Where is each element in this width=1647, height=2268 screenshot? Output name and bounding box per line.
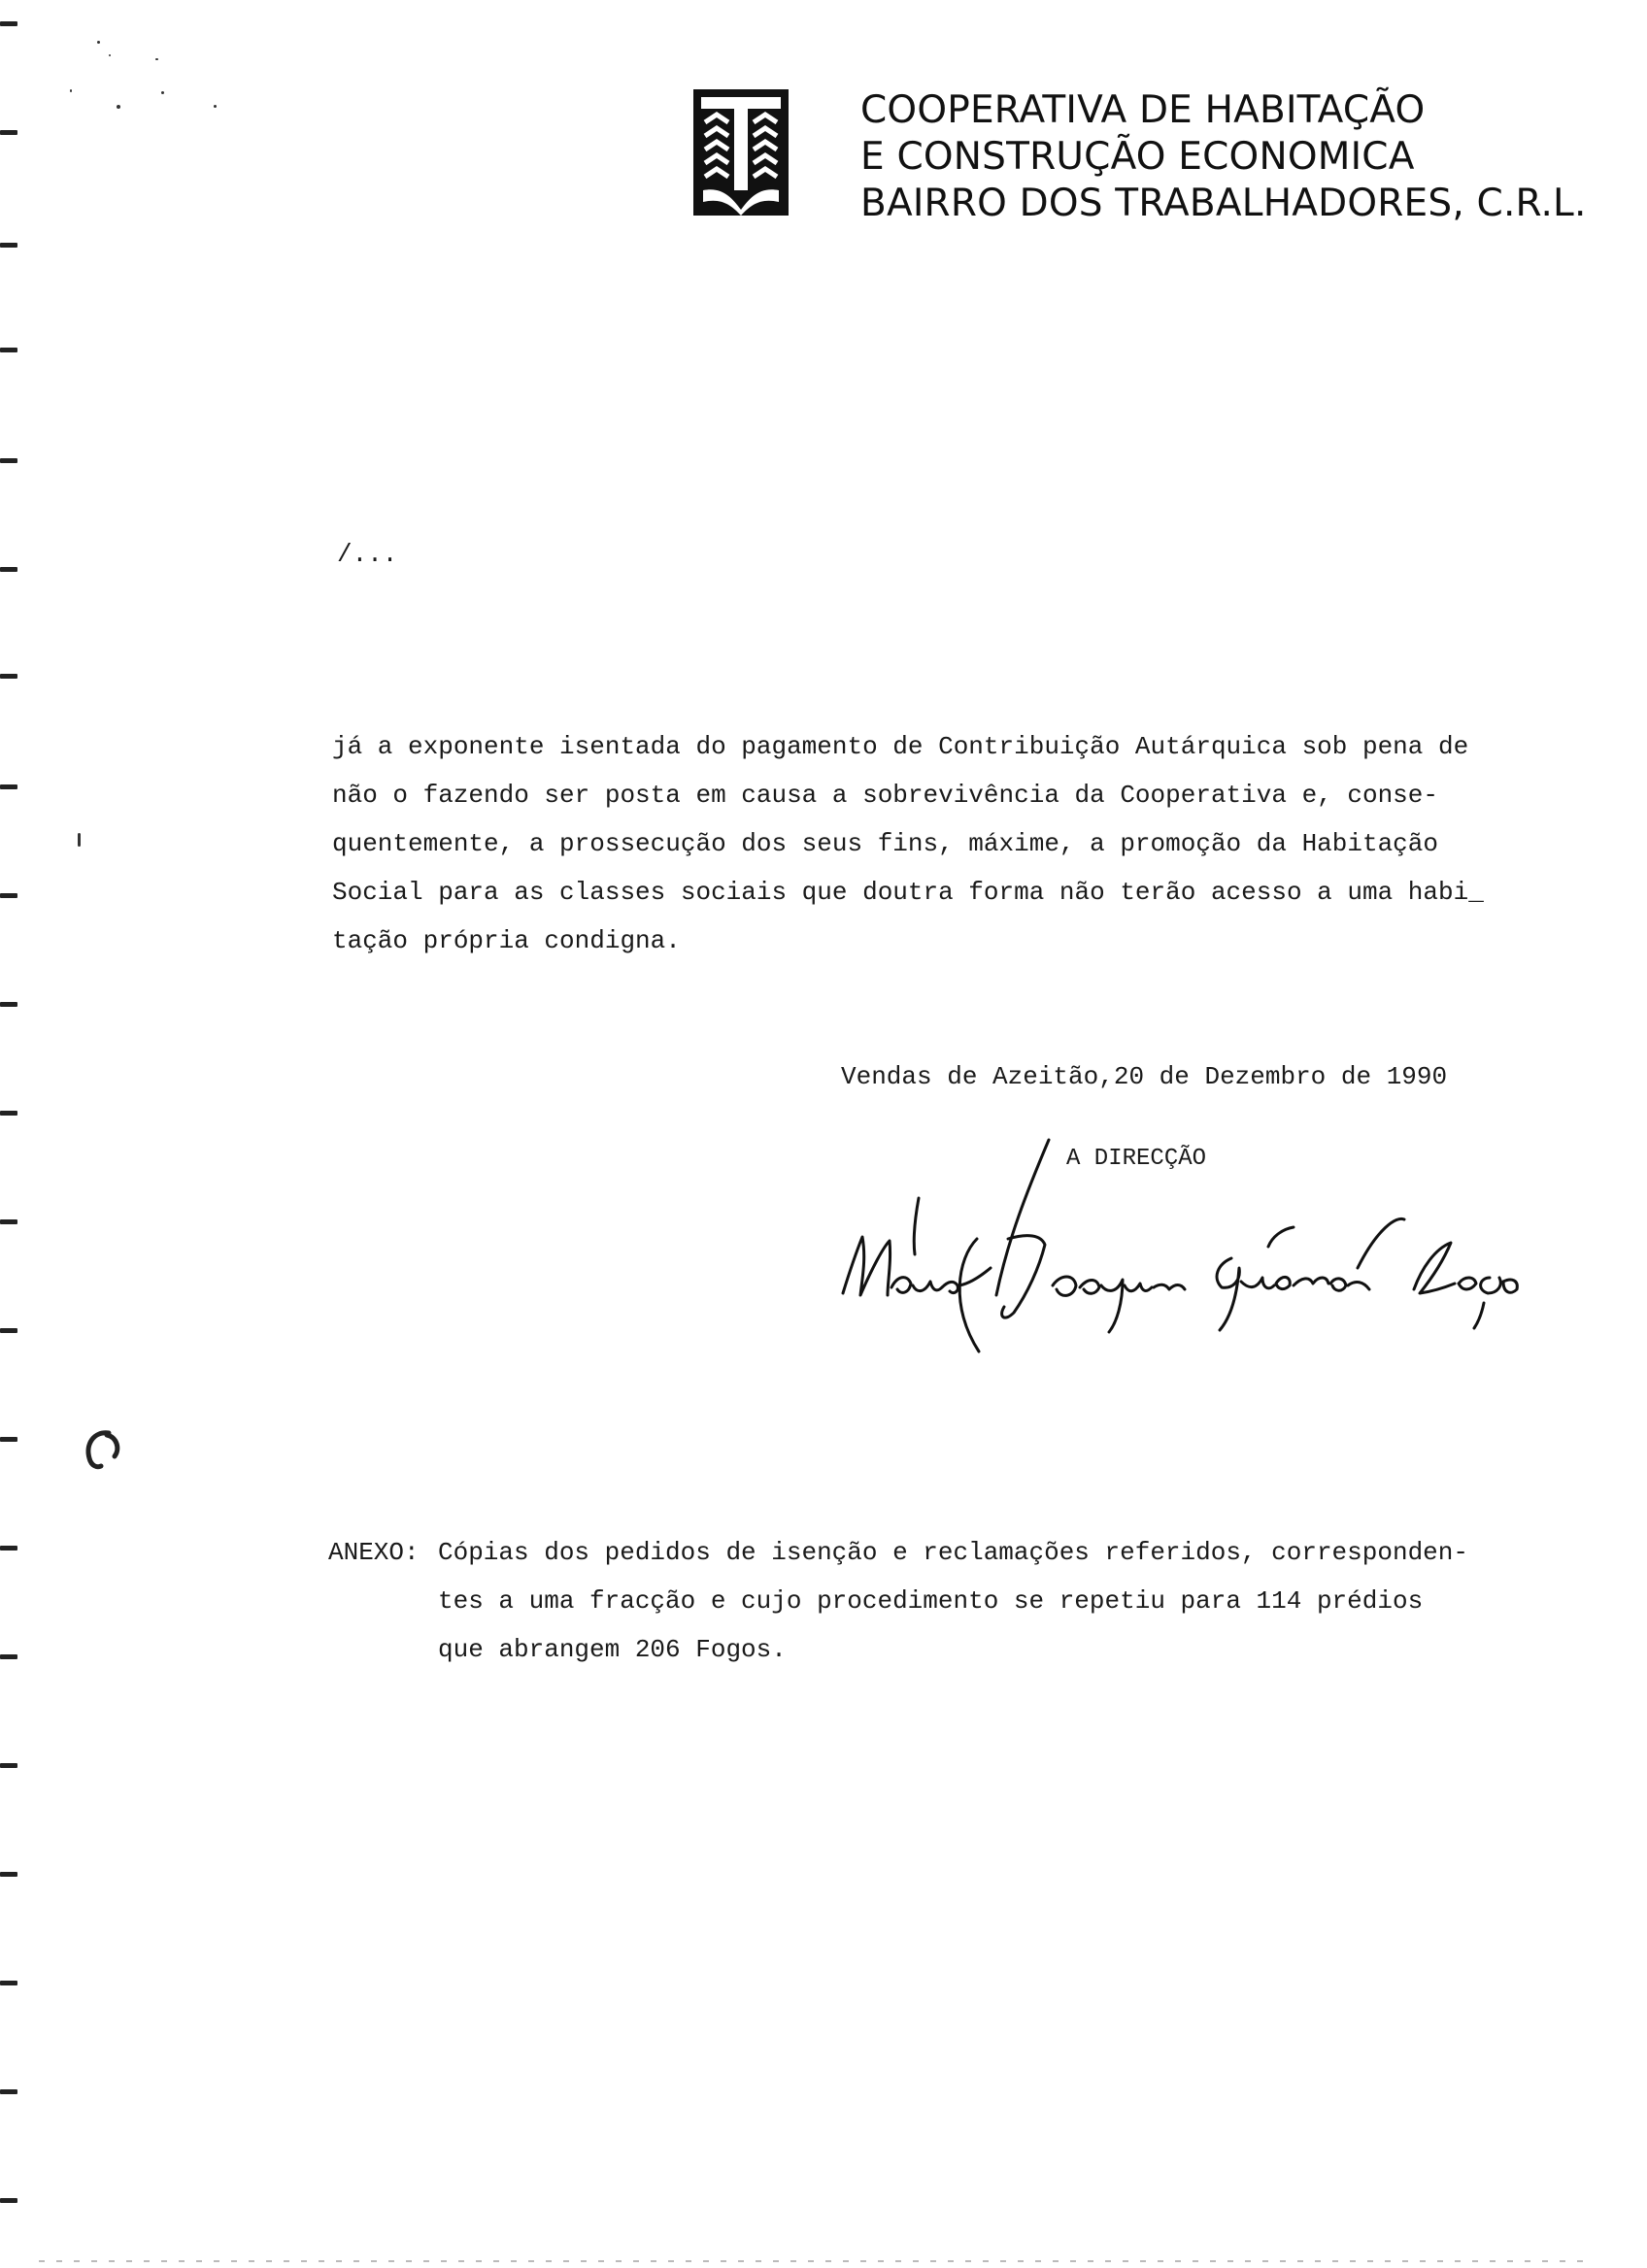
- organization-name: [860, 87, 1587, 227]
- org-name-line-3: BAIRRO DOS TRABALHADORES, C.R.L.: [860, 182, 1587, 225]
- signatory-label: A DIRECÇÃO: [1066, 1146, 1207, 1172]
- body-line: quentemente, a prossecução dos seus fins, máxime, a promoção da Habitação: [332, 829, 1438, 858]
- letter-body: [332, 722, 1536, 965]
- punch-hole-icon: [80, 1427, 128, 1472]
- body-line: Social para as classes sociais que doutra forma não terão acesso a uma habi_: [332, 878, 1484, 907]
- annex-text: [438, 1528, 1555, 1674]
- annex-line: Cópias dos pedidos de isenção e reclamações referidos, corresponden-: [438, 1538, 1468, 1567]
- org-name-line-2: E CONSTRUÇÃO ECONOMICA: [860, 135, 1415, 179]
- body-line: tação própria condigna.: [332, 926, 681, 955]
- scan-bottom-edge: [39, 2260, 1593, 2262]
- org-name-line-1: COOPERATIVA DE HABITAÇÃO: [860, 88, 1426, 132]
- handwritten-signature-icon: [833, 1122, 1571, 1361]
- annex-line: que abrangem 206 Fogos.: [438, 1635, 787, 1664]
- body-line: já a exponente isentada do pagamento de Contribuição Autárquica sob pena de: [332, 732, 1469, 761]
- dateline: Vendas de Azeitão,20 de Dezembro de 1990: [841, 1062, 1448, 1091]
- body-line: não o fazendo ser posta em causa a sobrevivência da Cooperativa e, conse-: [332, 781, 1438, 810]
- continuation-mark: /...: [337, 540, 398, 569]
- cooperative-t-logo-icon: [693, 89, 789, 216]
- annex-line: tes a uma fracção e cujo procedimento se repetiu para 114 prédios: [438, 1586, 1424, 1616]
- annex-label: ANEXO:: [328, 1538, 420, 1567]
